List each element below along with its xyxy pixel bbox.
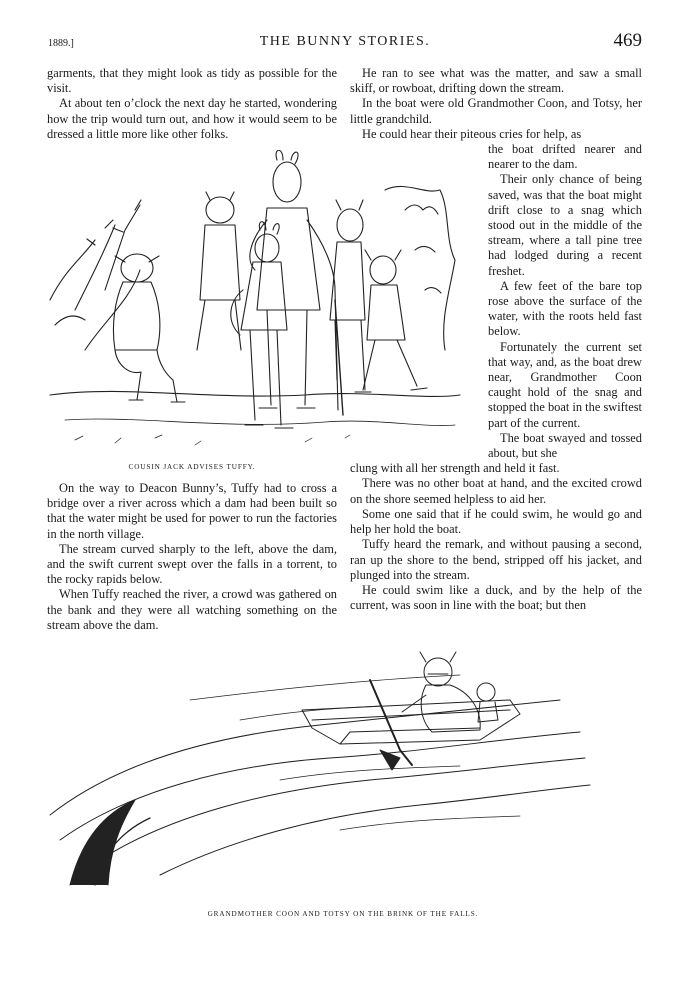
paragraph: the boat drifted nearer and nearer to the dam. <box>488 142 642 172</box>
paragraph: He could swim like a duck, and by the help of the current, was soon in line with the boat; but then <box>350 582 642 613</box>
running-title: THE BUNNY STORIES. <box>259 34 431 49</box>
paragraph: He could hear their piteous cries for help, as <box>362 126 582 141</box>
paragraph: Fortunately the current set that way, and, as the boat drew near, Grandmother Coon caught hold of the snag and stopped the boat in the swiftest part of the current. <box>488 339 642 430</box>
header-year: 1889.] <box>48 38 74 49</box>
paragraph: clung with all her strength and held it fast. <box>350 461 560 476</box>
paragraph: Their only chance of being saved, was that the boat might drift close to a snag which stood out in the middle of the stream, where a tall pine tree had lodged during a recent freshet. <box>488 172 642 278</box>
boat-on-falls-illustration <box>40 640 600 890</box>
paragraph: Some one said that if he could swim, he would go and help her hold the boat. <box>350 506 642 537</box>
paragraph: A few feet of the bare top rose above the surface of the water, with the roots held fast below. <box>488 278 642 339</box>
paragraph: On the way to Deacon Bunny’s, Tuffy had to cross a bridge over a river across which a dam had been built so that the water might be used for power to run the factories in the north village. <box>47 481 337 541</box>
left-column-top <box>47 66 337 142</box>
paragraph: There was no other boat at hand, and the excited crowd on the shore seemed helpless to aid her. <box>350 476 642 506</box>
illustration-caption: GRANDMOTHER COON AND TOTSY ON THE BRINK OF THE FALLS. <box>207 910 479 918</box>
paragraph: At about ten o’clock the next day he started, wondering how the trip would turn out, and how it would seem to be dressed a little more like other folks. <box>47 96 337 141</box>
paragraph: He ran to see what was the matter, and saw a small skiff, or rowboat, drifting down the stream. <box>350 66 642 96</box>
illustration-caption: COUSIN JACK ADVISES TUFFY. <box>128 463 256 471</box>
page-header <box>48 32 642 56</box>
left-column-bottom <box>47 481 337 633</box>
paragraph: The boat swayed and tossed about, but she <box>488 430 642 461</box>
paragraph: In the boat were old Grandmother Coon, and Totsy, her little grandchild. <box>350 96 642 126</box>
paragraph: The stream curved sharply to the left, above the dam, and the swift current swept over the falls in a torrent, to the rocky rapids below. <box>47 541 337 587</box>
page-number: 469 <box>613 30 642 51</box>
paragraph: When Tuffy reached the river, a crowd was gathered on the bank and they were all watching something on the stream above the dam. <box>47 587 337 632</box>
paragraph: garments, that they might look as tidy as possible for the visit. <box>47 66 337 96</box>
paragraph: Tuffy heard the remark, and without pausing a second, ran up the shore to the bend, stripped off his jacket, and plunged into the stream. <box>350 537 642 582</box>
right-column <box>350 66 642 613</box>
